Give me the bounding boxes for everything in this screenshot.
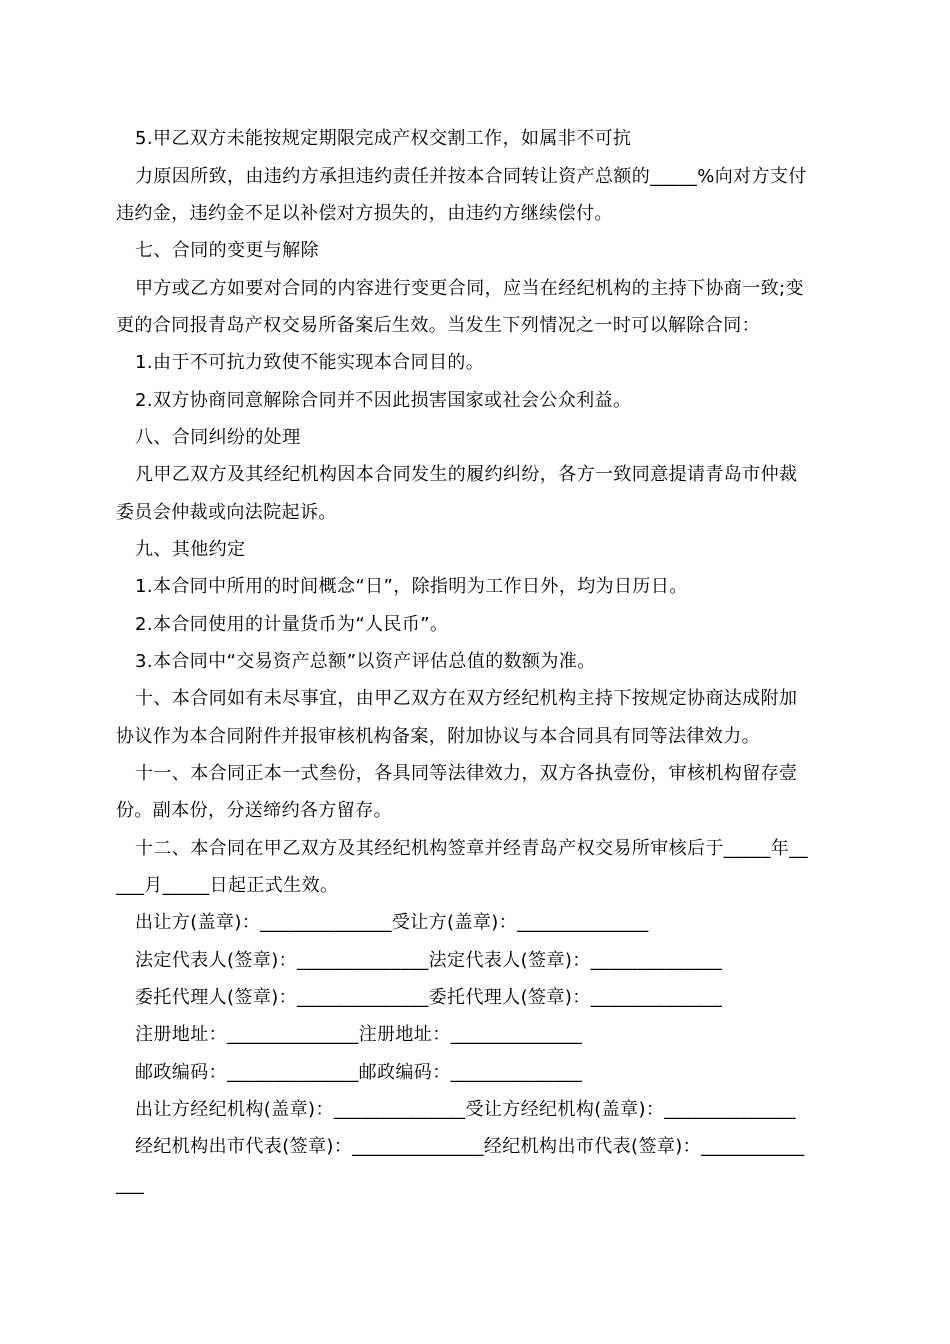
section-9-item-2: 2.本合同使用的计量货币为“人民币”。 bbox=[135, 614, 449, 635]
signature-address-line: 注册地址：______________注册地址：______________ bbox=[135, 1024, 583, 1045]
section-10-line-1: 十、本合同如有未尽事宜，由甲乙双方在双方经纪机构主持下按规定协商达成附加 bbox=[135, 688, 798, 709]
section-9-heading: 九、其他约定 bbox=[135, 539, 246, 560]
section-11-line-2: 份。副本份，分送缔约各方留存。 bbox=[116, 800, 392, 821]
section-7-heading: 七、合同的变更与解除 bbox=[135, 240, 319, 261]
section-8-heading: 八、合同纠纷的处理 bbox=[135, 427, 301, 448]
signature-agent-line: 委托代理人(签章)：______________委托代理人(签章)：______________ bbox=[135, 987, 723, 1008]
section-8-para-line-2: 委员会仲裁或向法院起诉。 bbox=[116, 502, 337, 523]
clause-5-line-2: 力原因所致，由违约方承担违约责任并按本合同转让资产总额的_____%向对方支付 bbox=[135, 166, 807, 187]
section-7-para-line-2: 更的合同报青岛产权交易所备案后生效。当发生下列情况之一时可以解除合同： bbox=[116, 315, 760, 336]
section-12-line-2: ___月_____日起正式生效。 bbox=[116, 875, 339, 896]
signature-broker-seal-line: 出让方经纪机构(盖章)：______________受让方经纪机构(盖章)：______________ bbox=[135, 1099, 796, 1120]
section-11-line-1: 十一、本合同正本一式叁份，各具同等法律效力，双方各执壹份，审核机构留存壹 bbox=[135, 763, 798, 784]
signature-broker-rep-continuation: ___ bbox=[116, 1174, 145, 1195]
section-7-item-1: 1.由于不可抗力致使不能实现本合同目的。 bbox=[135, 352, 485, 373]
section-10-line-2: 协议作为本合同附件并报审核机构备案，附加协议与本合同具有同等法律效力。 bbox=[116, 726, 760, 747]
clause-5-line-3: 违约金，违约金不足以补偿对方损失的，由违约方继续偿付。 bbox=[116, 203, 613, 224]
section-7-para-line-1: 甲方或乙方如要对合同的内容进行变更合同，应当在经纪机构的主持下协商一致;变 bbox=[135, 278, 804, 299]
section-8-para-line-1: 凡甲乙双方及其经纪机构因本合同发生的履约纠纷，各方一致同意提请青岛市仲裁 bbox=[135, 464, 798, 485]
section-9-item-3: 3.本合同中“交易资产总额”以资产评估总值的数额为准。 bbox=[135, 651, 596, 672]
signature-seal-line: 出让方(盖章)：______________受让方(盖章)：______________ bbox=[135, 912, 649, 933]
signature-legal-rep-line: 法定代表人(签章)：______________法定代表人(签章)：______________ bbox=[135, 950, 723, 971]
section-9-item-1: 1.本合同中所用的时间概念“日”，除指明为工作日外，均为日历日。 bbox=[135, 576, 688, 597]
signature-broker-rep-line: 经纪机构出市代表(签章)：______________经纪机构出市代表(签章)：___________ bbox=[135, 1136, 805, 1157]
signature-postcode-line: 邮政编码：______________邮政编码：______________ bbox=[135, 1062, 583, 1083]
section-12-line-1: 十二、本合同在甲乙双方及其经纪机构签章并经青岛产权交易所审核后于_____年__ bbox=[135, 838, 808, 859]
section-7-item-2: 2.双方协商同意解除合同并不因此损害国家或社会公众利益。 bbox=[135, 390, 632, 411]
clause-5-line-1: 5.甲乙双方未能按规定期限完成产权交割工作，如属非不可抗 bbox=[135, 128, 632, 149]
